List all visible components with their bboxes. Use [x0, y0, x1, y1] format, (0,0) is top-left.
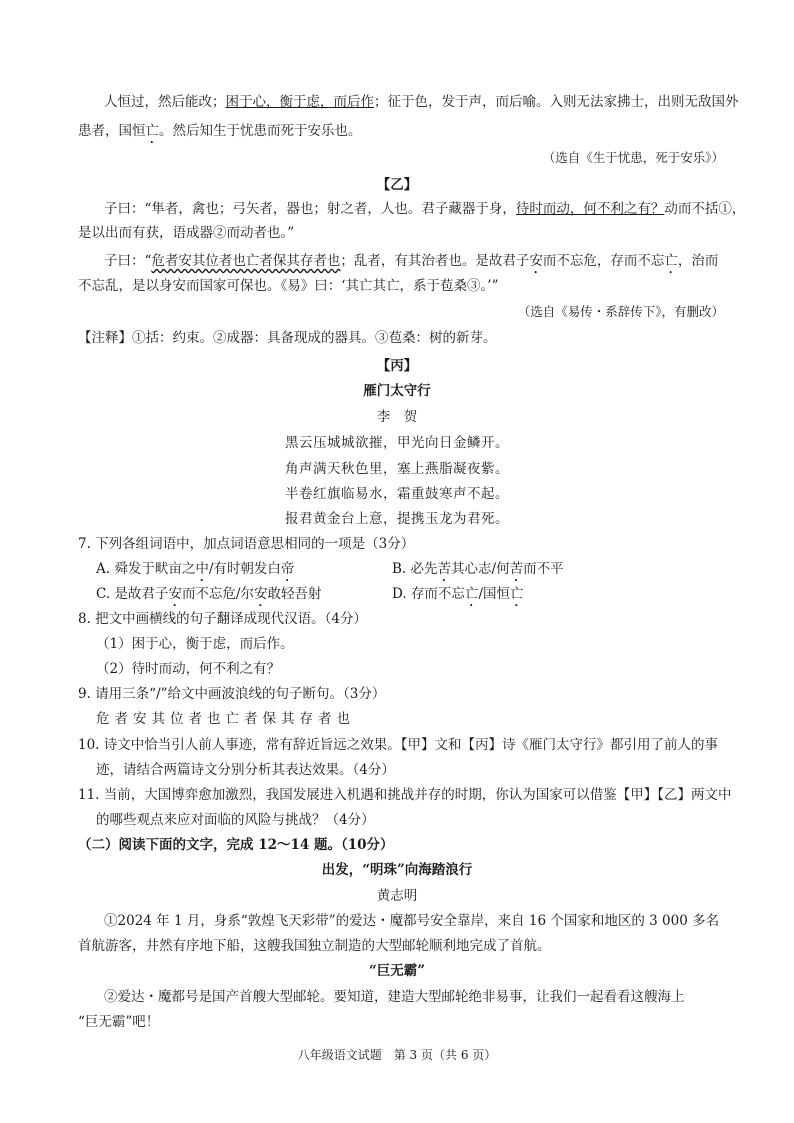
jia-text: 人恒过，然后能改；: [104, 94, 226, 110]
poem-line: 黑云压城城欲摧，甲光向日金鳞开。: [285, 435, 509, 451]
dotted-word: 安: [168, 586, 182, 602]
option-text: 而不忘危/尔: [181, 586, 254, 602]
option-text: /国恒: [478, 586, 510, 602]
q8-stem: 8. 把文中画横线的句子翻译成现代汉语。（4分）: [78, 611, 368, 627]
dotted-word: 苦: [437, 561, 452, 577]
yi-p1-line-2: 是以出而有获，语成器②而动者也。”: [78, 225, 295, 241]
q8-sentence-2: （2）待时而动，何不利之有？: [96, 661, 281, 677]
poem-line: 半卷红旗临易水，霜重鼓寒声不起。: [285, 486, 509, 502]
q11-line-1: 11. 当前，大国博弈愈加激烈，我国发展进入机遇和挑战并存的时期，你认为国家可以借鉴【甲】【乙】两文中: [78, 787, 732, 803]
option-text: 其心志/何: [451, 561, 510, 577]
q8-sentence-1: （1）困于心，衡于虑，而后作。: [96, 636, 294, 652]
yi-text: ，治而: [677, 253, 719, 269]
bing-title: 雁门太守行: [363, 383, 431, 399]
dotted-word: 亡: [145, 123, 159, 139]
poem-line: 报君黄金台上意，提携玉龙为君死。: [285, 511, 509, 527]
article-p1-line-2: 首航游客，井然有序地下船，这艘我国独立制造的大型邮轮顺利地完成了首航。: [78, 938, 551, 954]
page-footer: 八年级语文试题 第 3 页（共 6 页）: [297, 1048, 497, 1062]
q7-stem: 7. 下列各组词语中，加点词语意思相同的一项是（3分）: [78, 536, 415, 552]
yi-notes: 【注释】①括：约束。②成器：具备现成的器具。③苞桑：树的新芽。: [78, 330, 497, 346]
yi-source: （选自《易传・系辞传下》，有删改）: [517, 304, 724, 319]
article-p2-line-1: ②爱达・魔都号是国产首艘大型邮轮。要知道，建造大型邮轮绝非易事，让我们一起看看这艘海上: [104, 989, 685, 1005]
yi-underlined-sentence: 待时而动，何不利之有？: [515, 201, 665, 217]
option-text: B. 必先: [392, 561, 438, 577]
yi-p2-line-2: 不忘乱，是以身安而国家可保也。《易》曰：‘其亡其亡，系于苞桑③。’”: [78, 278, 499, 294]
q9-sentence: 危者安其位者也亡者保其存者也: [96, 711, 355, 727]
yi-text: ；乱者，有其治者也。是故君子: [340, 253, 530, 269]
dotted-word: 中: [195, 561, 209, 577]
bing-author: 李 贺: [376, 409, 418, 425]
q7-option-b: [392, 559, 564, 585]
article-title: 出发，“明珠”向海踏浪行: [321, 862, 473, 878]
poem-line: 角声满天秋色里，塞上燕脂凝夜紫。: [285, 461, 509, 477]
q9-stem: 9. 请用三条“/”给文中画波浪线的句子断句。（3分）: [78, 686, 386, 702]
q7-option-a: [96, 559, 294, 585]
dotted-word: 亡: [664, 253, 678, 269]
yi-p2-line-1: [104, 251, 718, 277]
section-2-heading: （二）阅读下面的文字，完成 12～14 题。（10分）: [78, 837, 394, 853]
jia-source: （选自《生于忧患，死于安乐》）: [542, 150, 724, 165]
option-text: D. 存而不忘: [392, 586, 465, 602]
yi-title: 【乙】: [376, 177, 418, 193]
option-text: /有时朝发白: [208, 561, 281, 577]
q7-option-d: [392, 584, 524, 610]
q10-line-1: 10. 诗文中恰当引人前人事迹，常有辞近旨远之效果。【甲】文和【丙】诗《雁门太守行》都引用了前人的事: [78, 737, 719, 753]
yi-text: 动而不括①，: [664, 201, 746, 217]
jia-text: 。然后知生于忧患而死于安乐也。: [159, 123, 362, 139]
option-text: C. 是故君子: [96, 586, 169, 602]
yi-wavy-sentence: 危者安其位者也亡者保其存者也: [151, 253, 341, 269]
jia-line-2: [78, 121, 362, 147]
jia-text: 患者，国恒: [78, 123, 146, 139]
dotted-word: 亡: [464, 586, 479, 602]
dotted-word: 安: [254, 586, 268, 602]
option-text: A. 舜发于畎亩之: [96, 561, 196, 577]
dotted-word: 苦: [509, 561, 524, 577]
dotted-word: 安: [529, 253, 543, 269]
article-subtitle: “巨无霸”: [368, 963, 426, 979]
yi-text: 子曰：“隼者，禽也；弓矢者，器也；射之者，人也。君子藏器于身，: [104, 201, 516, 217]
jia-text: ；征于色，发于声，而后喻。入则无法家拂士，出则无敌国外: [374, 94, 739, 110]
yi-text: 而不忘危，存而不忘: [542, 253, 665, 269]
q7-option-c: [96, 584, 322, 610]
dotted-word: 帝: [280, 561, 295, 577]
option-text: 而不平: [523, 561, 564, 577]
yi-p1-line-1: [104, 199, 745, 219]
article-p1-line-1: ①2024 年 1 月，身系“敦煌飞天彩带”的爱达・魔都号安全靠岸，来自 16 个国家和地区的 3 000 多名: [104, 913, 720, 929]
dotted-word: 亡: [510, 586, 524, 602]
yi-text: 子曰：“: [104, 253, 152, 269]
bing-label: 【丙】: [376, 358, 418, 374]
article-author: 黄志明: [376, 888, 418, 904]
article-p2-line-2: “巨无霸”吧！: [78, 1014, 160, 1030]
option-text: 敢轻吾射: [267, 586, 322, 602]
q10-line-2: 迹，请结合两篇诗文分别分析其表达效果。（4分）: [96, 762, 395, 778]
jia-line-1: [104, 92, 739, 112]
jia-underlined-sentence: 困于心，衡于虑，而后作: [225, 94, 374, 110]
q11-line-2: 的哪些观点来应对面临的风险与挑战？（4分）: [96, 812, 375, 828]
